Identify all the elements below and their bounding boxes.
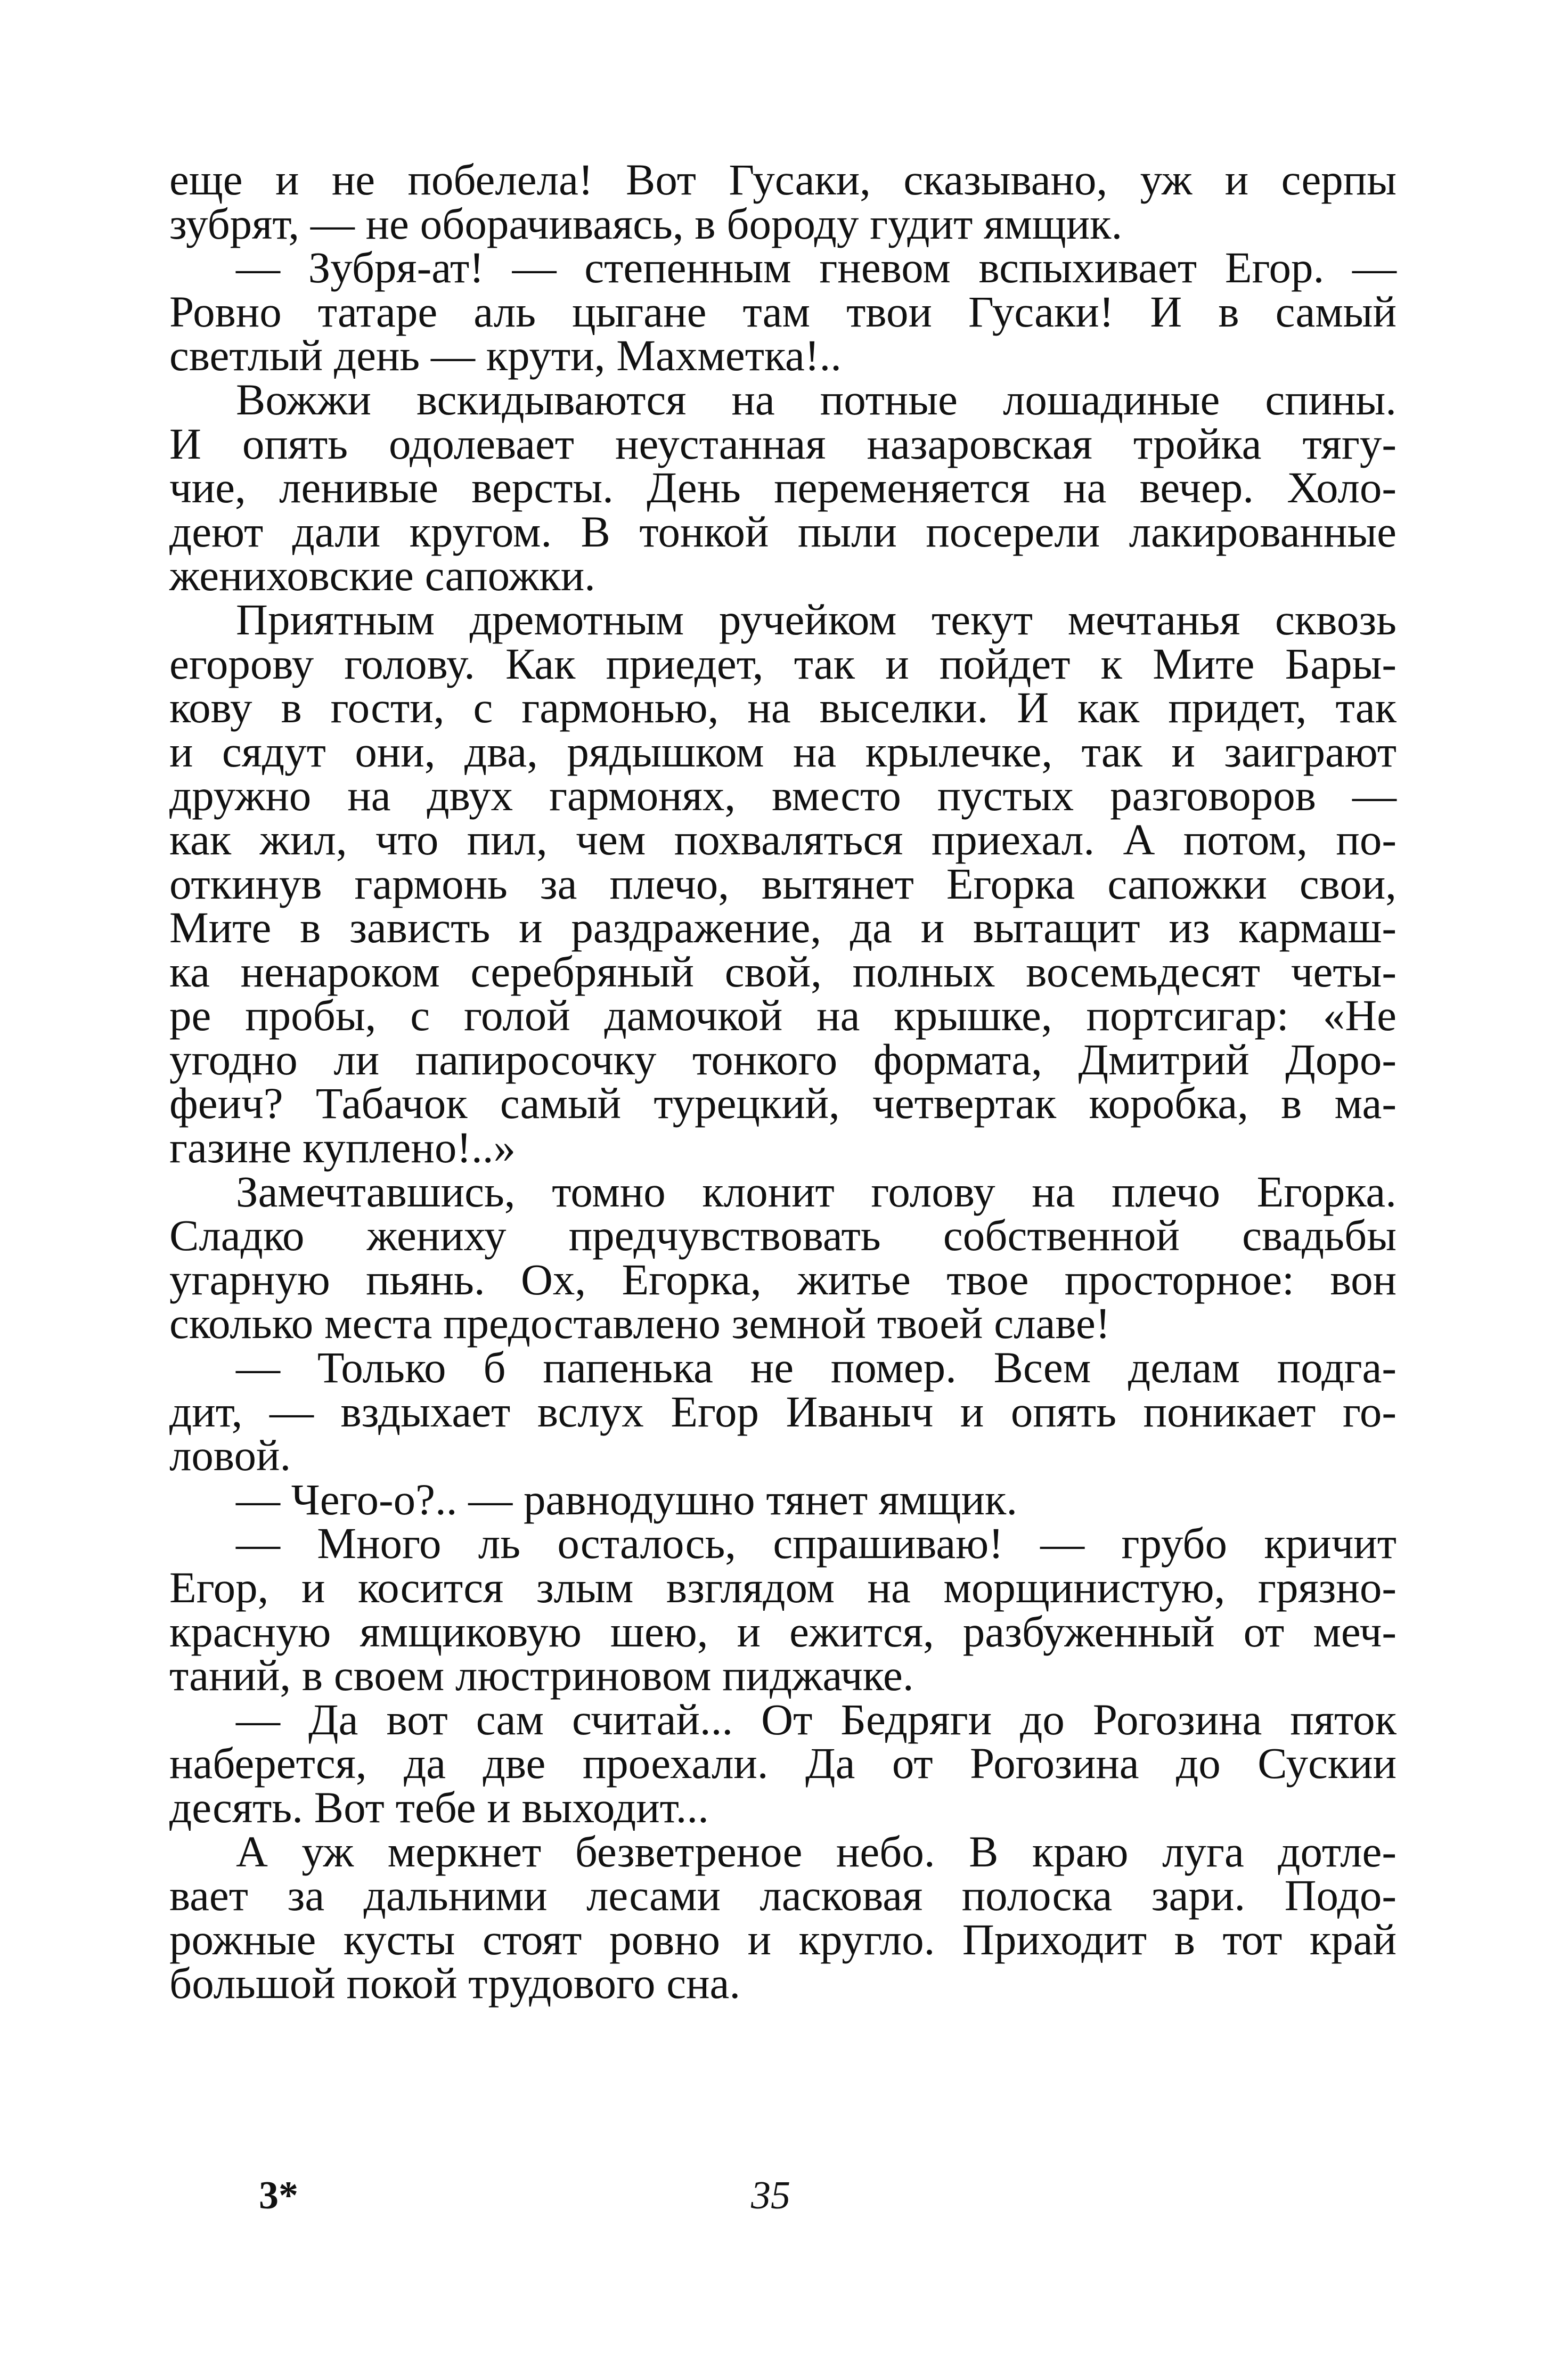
page-body-text [169,155,1396,2008]
text-line: Мите в зависть и раздражение, да и вытащит из кармаш- [169,903,1396,952]
text-line: кову в гости, с гармонью, на выселки. И как придет, так [169,683,1396,732]
text-line: Егор, и косится злым взглядом на морщинистую, грязно- [169,1563,1396,1612]
text-line: — Только б папенька не помер. Всем делам подга- [236,1343,1396,1392]
text-line: десять. Вот тебе и выходит... [169,1782,709,1832]
text-line: дружно на двух гармонях, вместо пустых разговоров — [169,771,1396,820]
text-line: — Да вот сам считай... От Бедряги до Рогозина пяток [236,1694,1396,1744]
text-line: еще и не побелела! Вот Гусаки, сказывано, уж и серпы [169,155,1396,204]
text-line: сколько места предоставлено земной твоей славе! [169,1299,1110,1348]
text-line: чие, ленивые версты. День переменяется на вечер. Холо- [169,463,1396,512]
text-line: феич? Табачок самый турецкий, четвертак коробка, в ма- [169,1079,1396,1128]
text-line: Приятным дремотным ручейком текут мечтанья сквозь [236,594,1396,644]
text-line: таний, в своем люстриновом пиджачке. [169,1651,914,1700]
text-line: как жил, что пил, чем похваляться приехал. А потом, по- [169,814,1396,864]
text-line: газине куплено!..» [169,1123,516,1172]
text-line: деют дали кругом. В тонкой пыли посерели лакированные [169,507,1396,556]
text-line: ре пробы, с голой дамочкой на крышке, портсигар: «Не [169,991,1396,1040]
text-line: А уж меркнет безветреное небо. В краю луга дотле- [236,1826,1396,1876]
text-line: жениховские сапожки. [169,551,595,600]
text-line: Замечтавшись, томно клонит голову на плечо Егорка. [236,1167,1396,1216]
text-line: угарную пьянь. Ох, Егорка, житье твое просторное: вон [169,1254,1396,1304]
text-line: светлый день — крути, Махметка!.. [169,331,842,380]
printer-signature-mark: 3* [259,2174,298,2217]
text-line: егорову голову. Как приедет, так и пойдет к Мите Бары- [169,639,1396,688]
text-line: большой покой трудового сна. [169,1959,741,2008]
text-line: наберется, да две проехали. Да от Рогозина до Сускии [169,1739,1396,1788]
text-line: красную ямщиковую шею, и ежится, разбуженный от меч- [169,1606,1396,1656]
text-line: — Много ль осталось, спрашиваю! — грубо кричит [236,1519,1396,1568]
text-line: — Чего-о?.. — равнодушно тянет ямщик. [236,1474,1018,1524]
text-line: угодно ли папиросочку тонкого формата, Дмитрий Доро- [169,1034,1396,1084]
text-line: вает за дальними лесами ласковая полоска зари. Подо- [169,1871,1396,1920]
text-line: откинув гармонь за плечо, вытянет Егорка сапожки свои, [169,859,1396,908]
text-line: — Зубря-ат! — степенным гневом вспыхивает Егор. — [236,243,1396,292]
text-line: Ровно татаре аль цыгане там твои Гусаки! И в самый [169,287,1396,336]
text-line: И опять одолевает неустанная назаровская тройка тягу- [169,419,1396,468]
text-line: зубрят, — не оборачиваясь, в бороду гудит ямщик. [169,199,1123,248]
text-line: рожные кусты стоят ровно и кругло. Приходит в тот край [169,1914,1396,1964]
text-line: и сядут они, два, рядышком на крылечке, так и заиграют [169,727,1396,776]
text-line: Сладко жениху предчувствовать собственной свадьбы [169,1211,1396,1260]
text-line: дит, — вздыхает вслух Егор Иваныч и опять поникает го- [169,1387,1396,1436]
text-line: ка ненароком серебряный свой, полных восемьдесят четы- [169,947,1396,996]
text-line: Вожжи вскидываются на потные лошадиные спины. [236,374,1396,424]
text-line: ловой. [169,1431,291,1480]
page-number: 35 [751,2174,790,2217]
